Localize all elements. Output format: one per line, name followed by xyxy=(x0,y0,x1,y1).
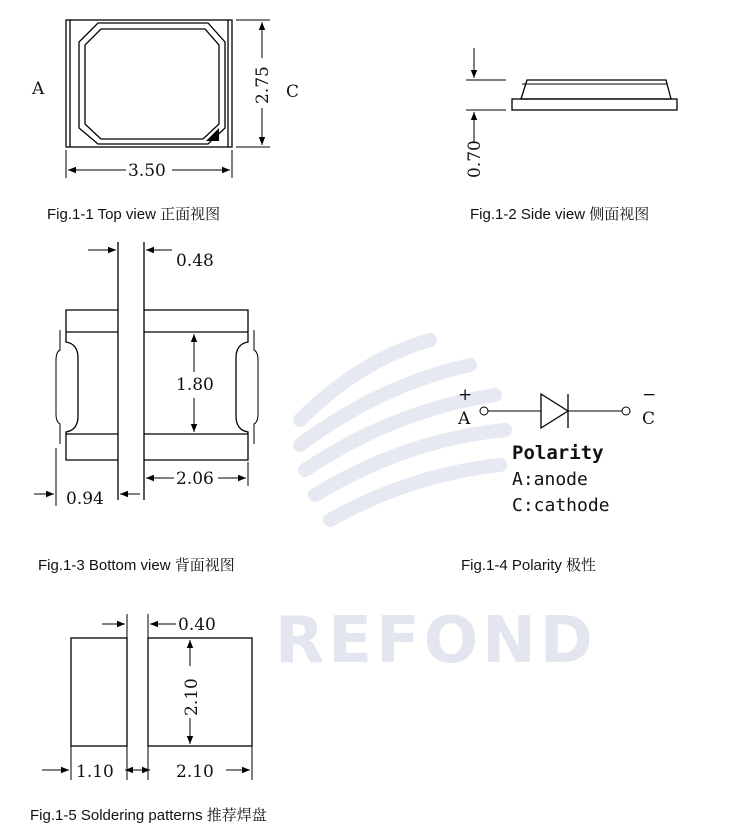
solder-width-dimension xyxy=(42,746,252,782)
polarity-anode-line: A:anode xyxy=(512,469,588,490)
fig-polarity-caption: Fig.1-4 Polarity 极性 xyxy=(461,557,597,574)
diode-symbol-icon xyxy=(480,394,630,428)
top-view-label-c: C xyxy=(286,82,300,102)
bottom-view-left-value: 0.94 xyxy=(66,489,104,509)
polarity-plus-sign: + xyxy=(458,385,473,405)
watermark-brand-text: REFOND xyxy=(275,604,597,678)
top-view-width-value: 3.50 xyxy=(128,161,166,181)
polarity-label-a: A xyxy=(458,409,471,429)
bottom-view-pad-width-value: 2.06 xyxy=(176,469,214,489)
solder-left-width-value: 1.10 xyxy=(76,762,114,782)
bottom-view-gap-value: 0.48 xyxy=(176,251,214,271)
watermark-logo-swoosh xyxy=(300,340,505,520)
polarity-label-c: C xyxy=(642,409,656,429)
side-view-height-value: 0.70 xyxy=(465,140,485,178)
solder-height-dimension xyxy=(182,640,202,744)
top-view-width-dimension xyxy=(66,150,232,181)
solder-gap-value: 0.40 xyxy=(178,615,216,635)
fig-soldering-caption: Fig.1-5 Soldering patterns 推荐焊盘 xyxy=(30,807,267,824)
bottom-view-pad-width-dimension xyxy=(146,462,248,489)
fig-top-view-caption: Fig.1-1 Top view 正面视图 xyxy=(47,206,221,223)
side-view-height-dimension xyxy=(465,48,506,178)
polarity-title: Polarity xyxy=(512,442,604,464)
bottom-view-pad-height-value: 1.80 xyxy=(176,375,214,395)
top-view-label-a: A xyxy=(32,79,45,99)
fig-bottom-view xyxy=(34,242,258,574)
top-view-body xyxy=(66,20,232,147)
fig-soldering-pattern xyxy=(30,614,267,824)
bottom-view-body xyxy=(56,242,258,500)
bottom-view-pad-height-dimension xyxy=(176,334,214,432)
fig-bottom-view-caption: Fig.1-3 Bottom view 背面视图 xyxy=(38,557,235,574)
fig-polarity xyxy=(457,385,656,574)
solder-pad-left xyxy=(71,638,127,746)
solder-gap-dimension xyxy=(102,614,216,638)
solder-height-value: 2.10 xyxy=(182,678,202,716)
side-view-body xyxy=(512,80,677,110)
solder-right-width-value: 2.10 xyxy=(176,762,214,782)
top-view-height-dimension xyxy=(236,20,273,147)
fig-side-view-caption: Fig.1-2 Side view 侧面视图 xyxy=(470,206,650,223)
fig-side-view xyxy=(465,48,677,223)
polarity-minus-sign: − xyxy=(642,385,657,405)
fig-top-view xyxy=(31,20,299,223)
bottom-view-gap-dimension xyxy=(88,250,214,271)
polarity-cathode-line: C:cathode xyxy=(512,495,610,516)
top-view-height-value: 2.75 xyxy=(253,66,273,104)
